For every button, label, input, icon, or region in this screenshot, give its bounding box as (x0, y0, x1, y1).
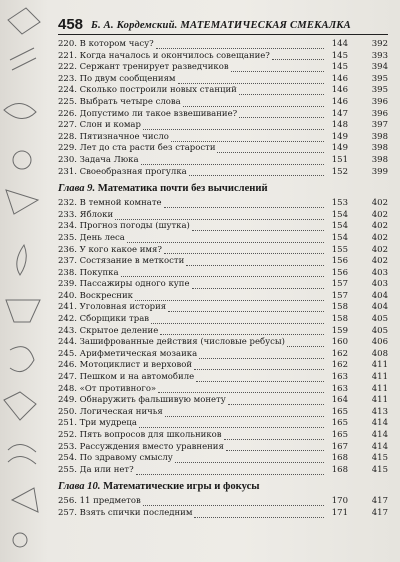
answer-page-number: 392 (371, 39, 388, 49)
table-of-contents (58, 39, 388, 520)
dot-leader (239, 110, 324, 118)
dot-leader (224, 432, 324, 440)
problem-page-number: 146 (331, 96, 348, 107)
toc-entry (58, 302, 388, 314)
toc-entry-title: 242. Сборщики трав (58, 314, 150, 325)
dot-leader (127, 235, 324, 243)
problem-page-number: 168 (331, 464, 348, 475)
toc-entry-title: 252. Пять вопросов для школьников (58, 430, 222, 440)
answer-page-number: 402 (371, 198, 388, 209)
answer-page-number: 411 (371, 395, 388, 406)
toc-entry-title: 245. Арифметическая мозаика (58, 348, 198, 359)
toc-entry-title: 247. Пешком и на автомобиле (58, 372, 195, 383)
problem-page-number: 162 (331, 348, 348, 359)
dot-leader (192, 223, 324, 231)
answer-page-number: 415 (371, 453, 388, 464)
problem-page-number: 168 (331, 453, 348, 464)
toc-entry (58, 233, 388, 245)
problem-page-number: 162 (331, 360, 348, 371)
dot-leader (135, 293, 324, 301)
toc-entry (58, 349, 388, 361)
answer-page-number: 395 (371, 85, 388, 96)
dot-leader (196, 374, 324, 382)
toc-entry-title: 231. Своеобразная прогулка (58, 166, 187, 177)
answer-page-number: 402 (371, 221, 388, 232)
toc-entry-title: 250. Логическая ничья (58, 406, 163, 417)
toc-entry-title: 234. Прогноз погоды (шутка) (58, 221, 190, 232)
toc-entry (58, 85, 388, 97)
dot-leader (168, 304, 324, 312)
toc-entry-title: 244. Зашифрованные действия (числовые ребусы) (58, 337, 285, 348)
problem-page-number: 165 (331, 418, 348, 429)
toc-entry-title: 230. Задача Люка (58, 154, 139, 165)
problem-page-number: 149 (331, 131, 348, 142)
problem-page-number: 167 (331, 441, 348, 452)
toc-entry (58, 256, 388, 268)
dot-leader (199, 351, 324, 359)
toc-entry (58, 326, 388, 338)
toc-entry-title: 249. Обнаружить фальшивую монету (58, 395, 226, 406)
problem-page-number: 163 (331, 372, 348, 383)
problem-page-number: 154 (331, 209, 348, 220)
problem-page-number: 151 (331, 154, 348, 165)
dot-leader (183, 99, 324, 107)
dot-leader (194, 510, 324, 518)
problem-page-number: 158 (331, 314, 348, 325)
dot-leader (186, 258, 324, 266)
answer-page-number: 398 (371, 131, 388, 142)
problem-page-number: 159 (331, 325, 348, 336)
toc-entry-title: 232. В темной комнате (58, 198, 162, 209)
answer-page-number: 405 (371, 325, 388, 336)
running-title: Б. А. Кордемский. МАТЕМАТИЧЕСКАЯ СМЕКАЛКА (91, 20, 351, 31)
problem-page-number: 152 (331, 166, 348, 177)
toc-entry (58, 245, 388, 257)
toc-entry-title: 238. Покупка (58, 267, 119, 278)
chapter-label: Глава 9. (58, 183, 96, 195)
problem-page-number: 154 (331, 221, 348, 232)
answer-page-number: 396 (371, 96, 388, 107)
toc-entry (58, 74, 388, 86)
margin-sketch-illustration (0, 0, 46, 562)
toc-entry-title: 239. Пассажиры одного купе (58, 279, 190, 290)
toc-entry-title: 257. Взять спички последним (58, 507, 193, 518)
dot-leader (165, 409, 324, 417)
toc-entry (58, 384, 388, 396)
answer-page-number: 413 (371, 406, 388, 417)
toc-entry-title: 254. По здравому смыслу (58, 453, 173, 464)
problem-page-number: 144 (331, 39, 348, 49)
toc-entry (58, 418, 388, 430)
dot-leader (228, 397, 324, 405)
dot-leader (175, 455, 324, 463)
toc-entry (58, 337, 388, 349)
dot-leader (231, 64, 324, 72)
toc-entry-title: 235. День леса (58, 232, 125, 243)
page-number: 458 (58, 16, 84, 33)
problem-page-number: 160 (331, 337, 348, 348)
answer-page-number: 405 (371, 314, 388, 325)
problem-page-number: 146 (331, 85, 348, 96)
answer-page-number: 402 (371, 244, 388, 255)
toc-entry (58, 167, 388, 179)
problem-page-number: 157 (331, 279, 348, 290)
toc-entry-title: 226. Допустимо ли такое взвешивание? (58, 108, 238, 119)
dot-leader (160, 327, 324, 335)
answer-page-number: 404 (371, 302, 388, 313)
problem-page-number: 171 (331, 507, 348, 518)
toc-entry-title: 225. Выбрать четыре слова (58, 96, 181, 107)
problem-page-number: 146 (331, 73, 348, 84)
problem-page-number: 158 (331, 302, 348, 313)
toc-entry-title: 223. По двум сообщениям (58, 73, 176, 84)
problem-page-number: 155 (331, 244, 348, 255)
toc-entry (58, 314, 388, 326)
toc-entry (58, 279, 388, 291)
dot-leader (156, 41, 324, 49)
dot-leader (136, 467, 324, 475)
problem-page-number: 157 (331, 290, 348, 301)
toc-entry (58, 372, 388, 384)
problem-page-number: 148 (331, 120, 348, 131)
problem-page-number: 154 (331, 232, 348, 243)
toc-entry (58, 210, 388, 222)
toc-entry (58, 132, 388, 144)
toc-entry-title: 246. Мотоциклист и верховой (58, 360, 193, 371)
dot-leader (287, 339, 324, 347)
toc-entry-title: 236. У кого какое имя? (58, 244, 162, 255)
answer-page-number: 403 (371, 279, 388, 290)
toc-entry (58, 291, 388, 303)
answer-page-number: 402 (371, 209, 388, 220)
toc-entry-title: 233. Яблоки (58, 209, 114, 220)
problem-page-number: 147 (331, 108, 348, 119)
problem-page-number: 145 (331, 50, 348, 61)
chapter-title: Математика почти без вычислений (97, 183, 268, 195)
dot-leader (239, 87, 324, 95)
toc-entry-title: 227. Слон и комар (58, 120, 141, 131)
dot-leader (143, 498, 324, 506)
dot-leader (164, 246, 324, 254)
problem-page-number: 149 (331, 143, 348, 154)
running-header (58, 12, 388, 35)
problem-page-number: 156 (331, 256, 348, 267)
answer-page-number: 414 (371, 441, 388, 452)
toc-entry (58, 62, 388, 74)
toc-entry (58, 407, 388, 419)
problem-page-number: 164 (331, 395, 348, 406)
answer-page-number: 404 (371, 290, 388, 301)
toc-entry-title: 253. Рассуждения вместо уравнения (58, 441, 224, 452)
answer-page-number: 417 (371, 507, 388, 518)
dot-leader (194, 362, 324, 370)
toc-entry-title: 248. «От противного» (58, 383, 157, 394)
chapter-label: Глава 10. (58, 481, 101, 493)
dot-leader (141, 157, 324, 165)
toc-entry (58, 360, 388, 372)
problem-page-number: 153 (331, 198, 348, 209)
dot-leader (143, 122, 324, 130)
problem-page-number: 165 (331, 406, 348, 417)
toc-entry-title: 243. Скрытое деление (58, 325, 159, 336)
problem-page-number: 156 (331, 267, 348, 278)
dot-leader (121, 269, 324, 277)
answer-page-number: 402 (371, 256, 388, 267)
problem-page-number: 163 (331, 383, 348, 394)
answer-page-number: 417 (371, 496, 388, 507)
answer-page-number: 415 (371, 464, 388, 475)
toc-entry (58, 198, 388, 210)
dot-leader (192, 281, 324, 289)
toc-entry (58, 97, 388, 109)
chapter-heading (58, 180, 388, 197)
toc-entry (58, 496, 388, 508)
toc-entry-title: 255. Да или нет? (58, 464, 134, 475)
answer-page-number: 396 (371, 108, 388, 119)
dot-leader (226, 443, 324, 451)
chapter-heading (58, 478, 388, 495)
toc-entry-title: 237. Состязание в меткости (58, 256, 185, 267)
toc-entry (58, 120, 388, 132)
toc-entry (58, 155, 388, 167)
answer-page-number: 411 (371, 383, 388, 394)
answer-page-number: 398 (371, 154, 388, 165)
answer-page-number: 394 (371, 62, 388, 73)
answer-page-number: 399 (371, 166, 388, 177)
toc-entry (58, 395, 388, 407)
toc-entry-title: 221. Когда началось и окончилось совещание? (58, 50, 270, 61)
toc-entry-title: 220. В котором часу? (58, 39, 154, 49)
answer-page-number: 411 (371, 372, 388, 383)
toc-entry (58, 143, 388, 155)
toc-entry (58, 508, 388, 520)
dot-leader (272, 52, 324, 60)
dot-leader (139, 420, 324, 428)
problem-page-number: 170 (331, 496, 348, 507)
answer-page-number: 397 (371, 120, 388, 131)
toc-entry (58, 268, 388, 280)
dot-leader (178, 76, 324, 84)
toc-entry-title: 251. Три мудреца (58, 418, 137, 429)
dot-leader (164, 200, 324, 208)
toc-entry (58, 442, 388, 454)
toc-entry (58, 109, 388, 121)
toc-entry (58, 453, 388, 465)
answer-page-number: 395 (371, 73, 388, 84)
dot-leader (189, 168, 324, 176)
toc-entry-title: 241. Уголовная история (58, 302, 167, 313)
toc-entry-title: 256. 11 предметов (58, 496, 141, 507)
toc-entry-title: 228. Пятизначное число (58, 131, 169, 142)
toc-entry-title: 222. Сержант тренирует разведчиков (58, 62, 229, 73)
answer-page-number: 411 (371, 360, 388, 371)
answer-page-number: 393 (371, 50, 388, 61)
dot-leader (151, 316, 324, 324)
toc-entry (58, 430, 388, 442)
dot-leader (171, 134, 324, 142)
chapter-title: Математические игры и фокусы (103, 481, 260, 493)
answer-page-number: 398 (371, 143, 388, 154)
toc-entry-title: 240. Воскресник (58, 290, 133, 301)
dot-leader (158, 385, 324, 393)
toc-entry (58, 51, 388, 63)
toc-entry (58, 39, 388, 51)
answer-page-number: 414 (371, 418, 388, 429)
dot-leader (217, 145, 324, 153)
answer-page-number: 414 (371, 430, 388, 440)
toc-entry-title: 224. Сколько построили новых станций (58, 85, 237, 96)
problem-page-number: 145 (331, 62, 348, 73)
answer-page-number: 403 (371, 267, 388, 278)
toc-entry-title: 229. Лет до ста расти без старости (58, 143, 216, 154)
answer-page-number: 406 (371, 337, 388, 348)
answer-page-number: 408 (371, 348, 388, 359)
answer-page-number: 402 (371, 232, 388, 243)
toc-entry (58, 221, 388, 233)
dot-leader (115, 212, 324, 220)
toc-entry (58, 465, 388, 477)
problem-page-number: 165 (331, 430, 348, 440)
